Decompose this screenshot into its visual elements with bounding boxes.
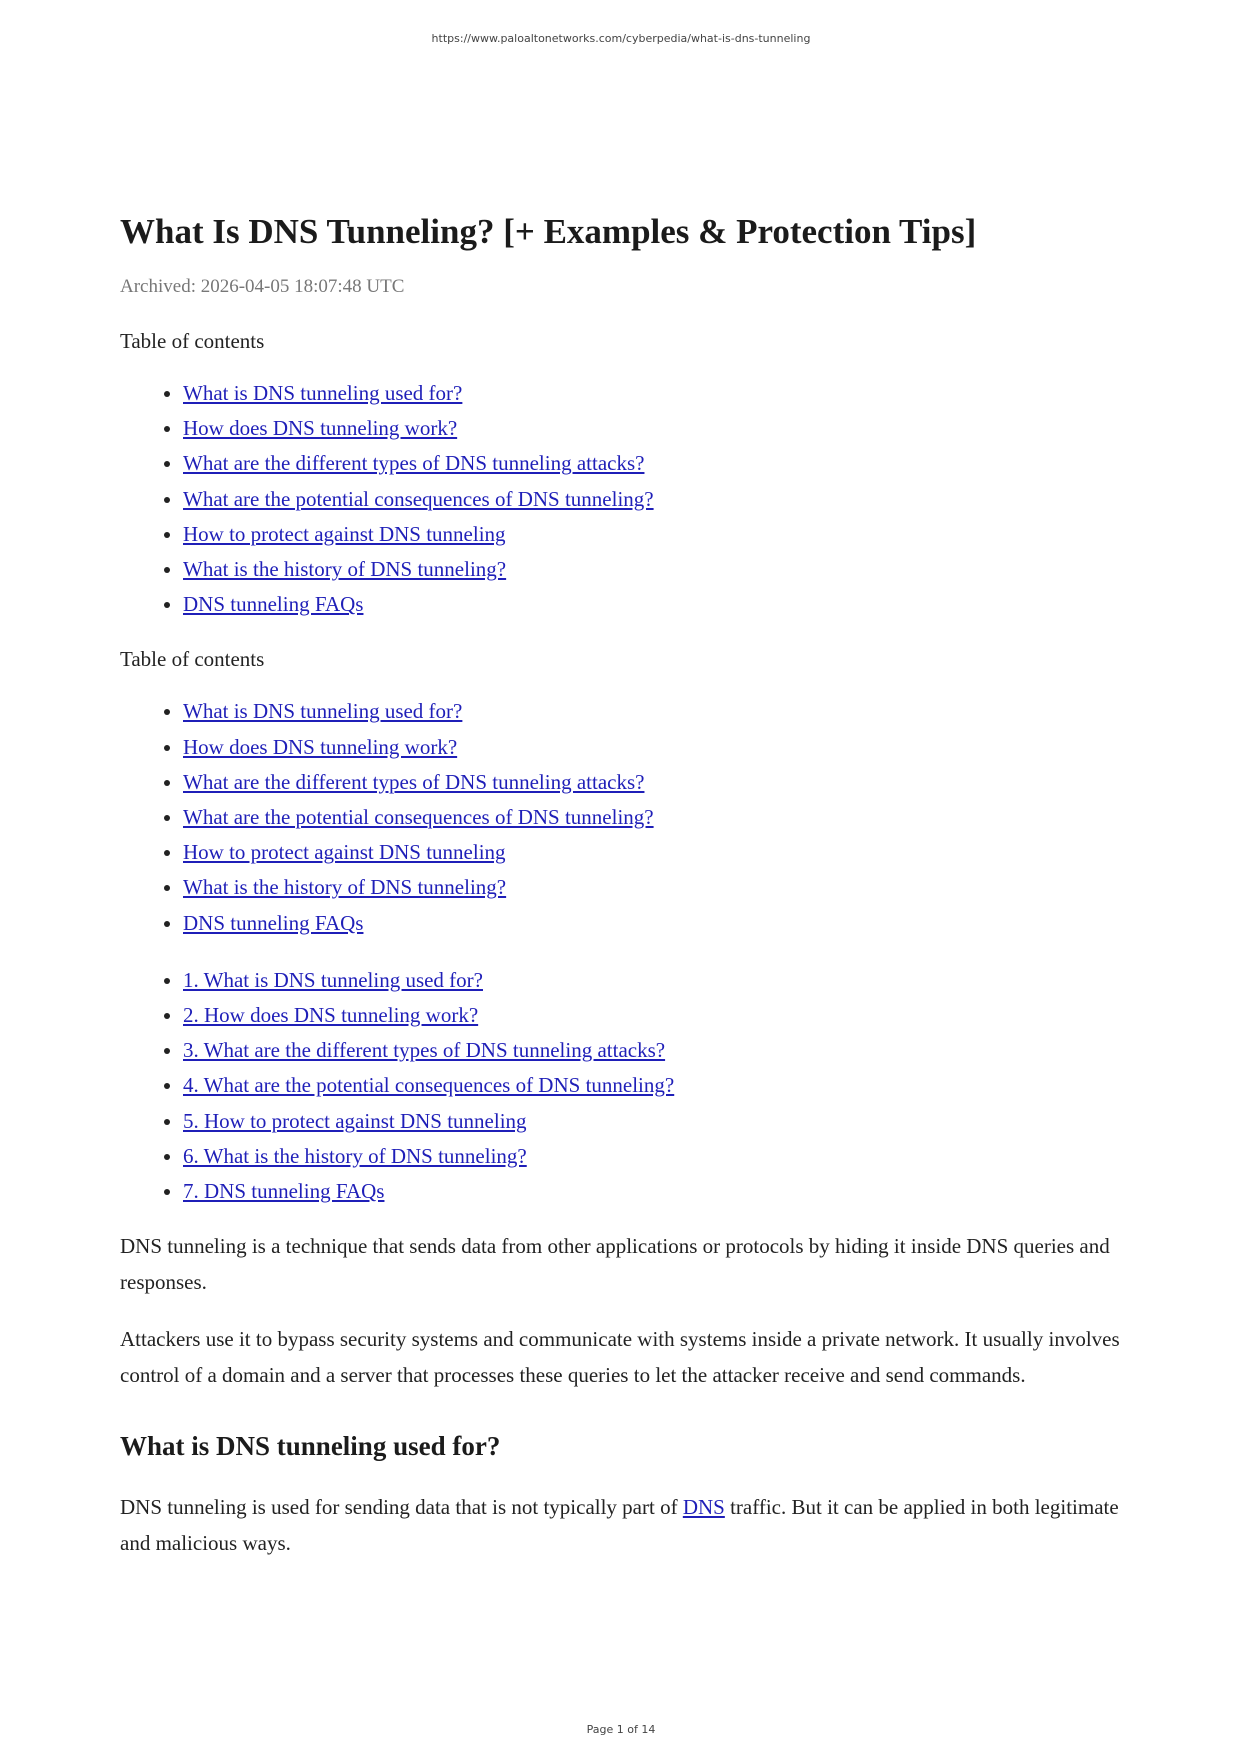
list-item	[183, 694, 1130, 729]
list-item	[183, 1174, 1130, 1209]
dns-link[interactable]: DNS	[682, 1495, 725, 1520]
archived-timestamp: Archived: 2026-04-05 18:07:48 UTC	[120, 276, 405, 297]
toc-link-how-it-works[interactable]: How does DNS tunneling work?	[183, 416, 458, 441]
toc-link-history[interactable]: What is the history of DNS tunneling?	[183, 875, 507, 900]
list-item	[183, 1139, 1130, 1174]
toc-link-numbered-6[interactable]: 6. What is the history of DNS tunneling?	[183, 1143, 527, 1168]
list-item	[183, 835, 1130, 870]
list-item	[183, 870, 1130, 905]
toc-link-numbered-7[interactable]: 7. DNS tunneling FAQs	[183, 1179, 385, 1204]
toc-link-attack-types[interactable]: What are the different types of DNS tunneling attacks?	[183, 451, 645, 476]
list-item	[183, 517, 1130, 552]
numbered-table-of-contents	[120, 963, 1130, 1209]
list-item	[183, 411, 1130, 446]
list-item	[183, 446, 1130, 481]
toc-link-history[interactable]: What is the history of DNS tunneling?	[183, 557, 507, 582]
list-item	[183, 552, 1130, 587]
list-item	[183, 482, 1130, 517]
toc-link-numbered-3[interactable]: 3. What are the different types of DNS tunneling attacks?	[183, 1038, 666, 1063]
paragraph-text: DNS tunneling is used for sending data that is not typically part of	[120, 1495, 683, 1520]
toc-heading: Table of contents	[120, 329, 265, 353]
page-title: What Is DNS Tunneling? [+ Examples & Protection Tips]	[120, 212, 977, 251]
article	[120, 210, 1130, 1561]
page-number: Page 1 of 14	[586, 1723, 656, 1736]
toc-heading: Table of contents	[120, 647, 265, 672]
paragraph-text: traffic. But it can be applied in both legitimate and malicious ways.	[120, 1495, 1119, 1555]
toc-link-how-it-works[interactable]: How does DNS tunneling work?	[183, 734, 458, 759]
section-heading: What is DNS tunneling used for?	[120, 1431, 501, 1462]
page-url: https://www.paloaltonetworks.com/cyberpedia/what-is-dns-tunneling	[431, 32, 811, 45]
toc-link-numbered-4[interactable]: 4. What are the potential consequences of DNS tunneling?	[183, 1073, 675, 1098]
toc-link-used-for[interactable]: What is DNS tunneling used for?	[183, 381, 463, 405]
toc-link-numbered-1[interactable]: 1. What is DNS tunneling used for?	[183, 967, 483, 992]
list-item	[183, 587, 1130, 622]
list-item	[183, 1068, 1130, 1103]
toc-link-faqs[interactable]: DNS tunneling FAQs	[183, 592, 364, 617]
section-paragraph	[120, 1490, 1130, 1561]
toc-link-consequences[interactable]: What are the potential consequences of DNS tunneling?	[183, 486, 654, 511]
table-of-contents	[120, 376, 1130, 622]
list-item	[183, 376, 1130, 411]
list-item	[183, 963, 1130, 998]
toc-link-protection[interactable]: How to protect against DNS tunneling	[183, 840, 506, 865]
toc-link-numbered-5[interactable]: 5. How to protect against DNS tunneling	[183, 1108, 527, 1133]
toc-link-faqs[interactable]: DNS tunneling FAQs	[183, 910, 364, 935]
list-item	[183, 800, 1130, 835]
list-item	[183, 998, 1130, 1033]
toc-link-attack-types[interactable]: What are the different types of DNS tunneling attacks?	[183, 769, 645, 794]
toc-link-numbered-2[interactable]: 2. How does DNS tunneling work?	[183, 1003, 479, 1028]
intro-paragraph: DNS tunneling is a technique that sends data from other applications or protocols by hiding it inside DNS queries and responses.	[120, 1234, 1110, 1294]
list-item	[183, 1033, 1130, 1068]
list-item	[183, 730, 1130, 765]
list-item	[183, 906, 1130, 941]
toc-link-consequences[interactable]: What are the potential consequences of DNS tunneling?	[183, 805, 654, 830]
intro-paragraph: Attackers use it to bypass security systems and communicate with systems inside a private network. It usually involves control of a domain and a server that processes these queries to let the attacker receive and send commands.	[120, 1327, 1120, 1387]
toc-link-used-for[interactable]: What is DNS tunneling used for?	[183, 699, 463, 724]
toc-link-protection[interactable]: How to protect against DNS tunneling	[183, 521, 506, 546]
table-of-contents	[120, 694, 1130, 940]
list-item	[183, 765, 1130, 800]
list-item	[183, 1104, 1130, 1139]
